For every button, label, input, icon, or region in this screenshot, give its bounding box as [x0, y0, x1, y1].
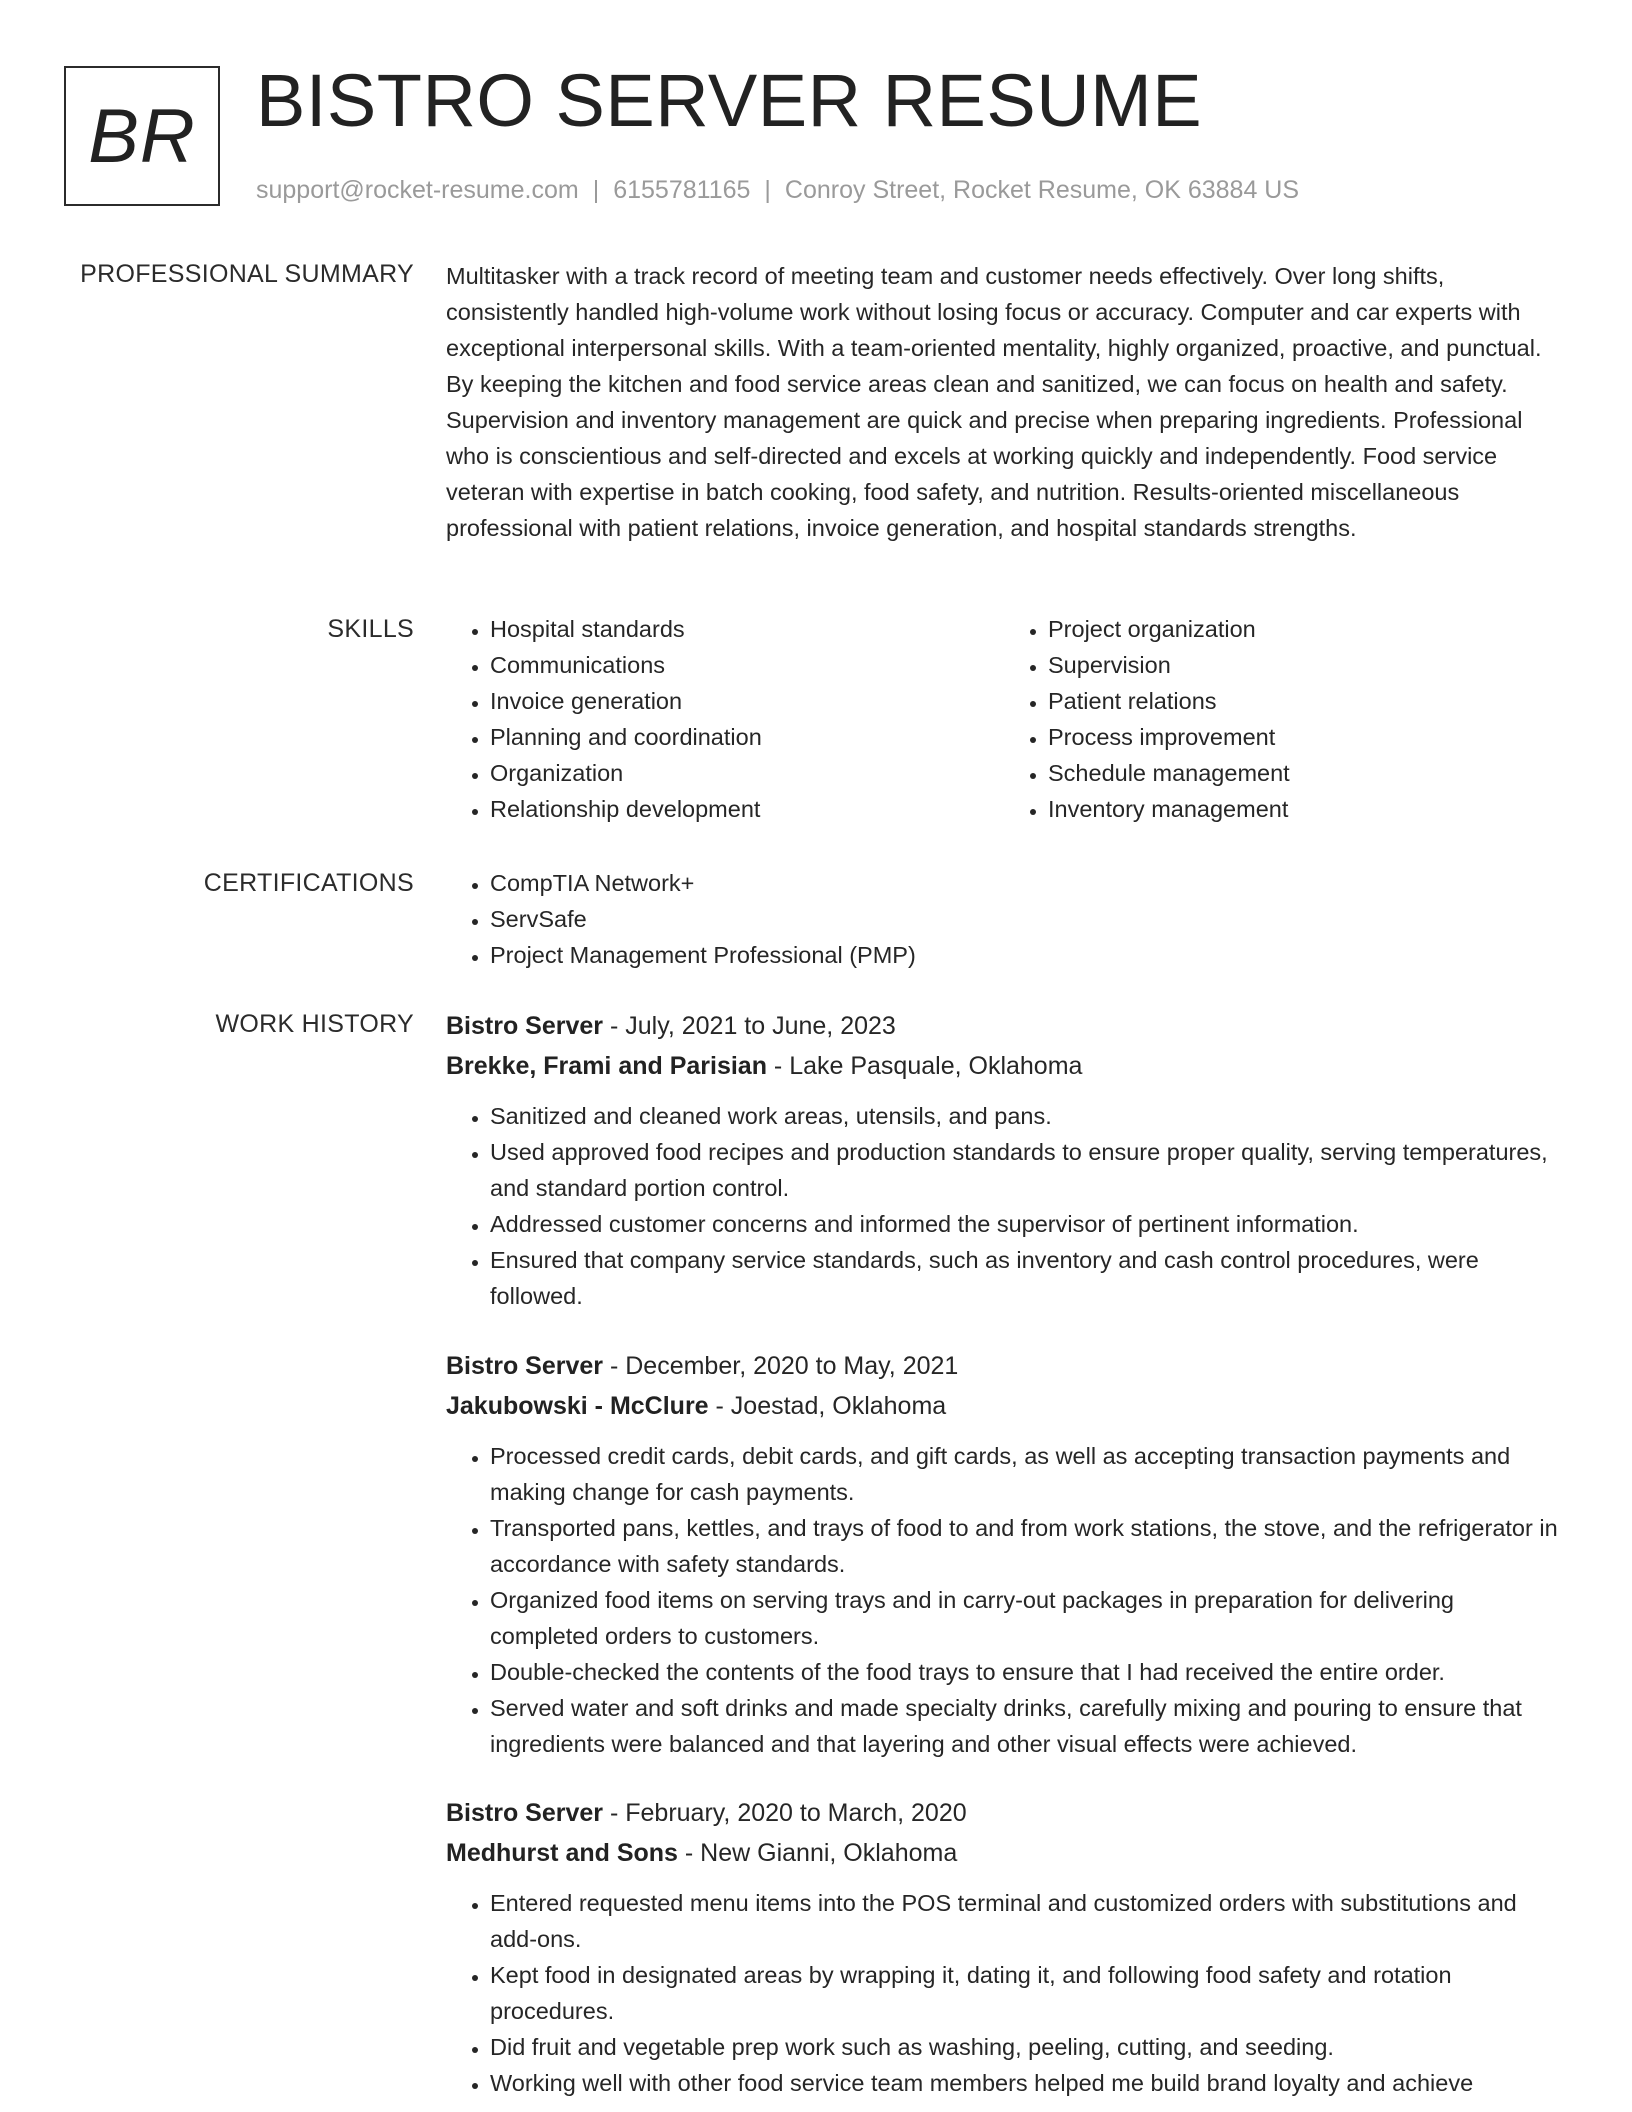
- job-duty-item: • Kept food in designated areas by wrapping it, dating it, and following food safety and rotation procedures.: [490, 1957, 1562, 2029]
- job-duty-item: • Used approved food recipes and production standards to ensure proper quality, serving temperatures, and standard portion control.: [490, 1134, 1562, 1206]
- skill-item: • Supervision: [1048, 647, 1562, 683]
- skill-item: • Communications: [490, 647, 1004, 683]
- job-location: - Joestad, Oklahoma: [708, 1392, 947, 1420]
- job-dates: - December, 2020 to May, 2021: [603, 1352, 959, 1380]
- job-duty-item: • Working well with other food service team members helped me build brand loyalty and achieve: [490, 2065, 1562, 2101]
- job-title-line: [446, 1346, 1562, 1386]
- skill-item: • Invoice generation: [490, 683, 1004, 719]
- job-title: Bistro Server: [446, 1799, 604, 1827]
- job-duty-item: • Served water and soft drinks and made specialty drinks, carefully mixing and pouring to ensure that ingredients were balanced and that layering and other visual effects were achieved.: [490, 1690, 1562, 1762]
- job-dates: - February, 2020 to March, 2020: [603, 1799, 967, 1827]
- skills-lists: [446, 611, 1562, 827]
- skill-item: • Organization: [490, 755, 1004, 791]
- certification-item: • CompTIA Network+: [490, 865, 1562, 901]
- skill-item: • Process improvement: [1048, 719, 1562, 755]
- contact-line: [256, 173, 1299, 207]
- job-duty-item: • Addressed customer concerns and informed the supervisor of pertinent information.: [490, 1206, 1562, 1242]
- job-entry: [446, 1006, 1562, 1314]
- job-entry: [446, 1346, 1562, 1762]
- job-entry: [446, 1793, 1562, 2101]
- job-duties-list: [446, 1438, 1562, 1762]
- job-company-line: [446, 1386, 1562, 1426]
- job-company: Brekke, Frami and Parisian: [446, 1052, 767, 1080]
- job-company: Medhurst and Sons: [446, 1839, 678, 1867]
- work-history-heading: WORK HISTORY: [215, 1010, 414, 1038]
- skill-item: • Patient relations: [1048, 683, 1562, 719]
- skills-right-list: [1004, 611, 1562, 827]
- contact-address: Conroy Street, Rocket Resume, OK 63884 US: [784, 176, 1300, 204]
- job-location: - Lake Pasquale, Oklahoma: [766, 1052, 1083, 1080]
- job-duty-item: • Transported pans, kettles, and trays of food to and from work stations, the stove, and the refrigerator in accordance with safety standards.: [490, 1510, 1562, 1582]
- job-company-line: [446, 1046, 1562, 1086]
- job-duties-list: [446, 1885, 1562, 2101]
- job-duty-item: • Sanitized and cleaned work areas, utensils, and pans.: [490, 1098, 1562, 1134]
- skills-left-list: [446, 611, 1004, 827]
- skills-heading: SKILLS: [327, 615, 414, 643]
- skill-item: • Relationship development: [490, 791, 1004, 827]
- skill-item: • Schedule management: [1048, 755, 1562, 791]
- job-duties-list: [446, 1098, 1562, 1314]
- resume-title: BISTRO SERVER RESUME: [256, 59, 1203, 142]
- contact-phone[interactable]: 6155781165: [613, 176, 751, 204]
- certifications-body: [446, 865, 1562, 973]
- summary-heading: PROFESSIONAL SUMMARY: [80, 260, 414, 288]
- job-duty-item: • Ensured that company service standards, such as inventory and cash control procedures, were followed.: [490, 1242, 1562, 1314]
- contact-separator: |: [592, 176, 600, 204]
- job-company: Jakubowski - McClure: [446, 1392, 709, 1420]
- certification-item: • ServSafe: [490, 901, 1562, 937]
- contact-separator: |: [764, 176, 771, 204]
- contact-email[interactable]: support@rocket-resume.com: [256, 176, 579, 204]
- summary-body: [446, 258, 1562, 546]
- certifications-heading: CERTIFICATIONS: [203, 869, 414, 897]
- job-duty-item: • Double-checked the contents of the food trays to ensure that I had received the entire order.: [490, 1654, 1562, 1690]
- job-company-line: [446, 1833, 1562, 1873]
- certification-item: • Project Management Professional (PMP): [490, 937, 1562, 973]
- certifications-list: [446, 865, 1562, 973]
- skill-item: • Inventory management: [1048, 791, 1562, 827]
- job-title-line: [446, 1006, 1562, 1046]
- job-title: Bistro Server: [446, 1352, 604, 1380]
- summary-text: Multitasker with a track record of meeting team and customer needs effectively. Over long shifts, consistently handled high-volume work without losing focus or accuracy. Computer and car experts with exceptional interpersonal skills. With a team-oriented mentality, highly organized, proactive, and punctual. By keeping the kitchen and food service areas clean and sanitized, we can focus on health and safety. Supervision and inventory management are quick and precise when preparing ingredients. Professional who is conscientious and self-directed and excels at working quickly and independently. Food service veteran with expertise in batch cooking, food safety, and nutrition. Results-oriented miscellaneous professional with patient relations, invoice generation, and hospital standards strengths.: [446, 263, 1542, 541]
- skill-item: • Project organization: [1048, 611, 1562, 647]
- job-duty-item: • Processed credit cards, debit cards, and gift cards, as well as accepting transaction payments and making change for cash payments.: [490, 1438, 1562, 1510]
- monogram-logo: BR: [64, 66, 220, 206]
- job-dates: - July, 2021 to June, 2023: [603, 1012, 896, 1040]
- job-duty-item: • Entered requested menu items into the POS terminal and customized orders with substitutions and add-ons.: [490, 1885, 1562, 1957]
- job-location: - New Gianni, Oklahoma: [677, 1839, 958, 1867]
- job-duty-item: • Organized food items on serving trays and in carry-out packages in preparation for delivering completed orders to customers.: [490, 1582, 1562, 1654]
- job-title: Bistro Server: [446, 1012, 604, 1040]
- job-duty-item: • Did fruit and vegetable prep work such as washing, peeling, cutting, and seeding.: [490, 2029, 1562, 2065]
- skill-item: • Hospital standards: [490, 611, 1004, 647]
- skill-item: • Planning and coordination: [490, 719, 1004, 755]
- job-title-line: [446, 1793, 1562, 1833]
